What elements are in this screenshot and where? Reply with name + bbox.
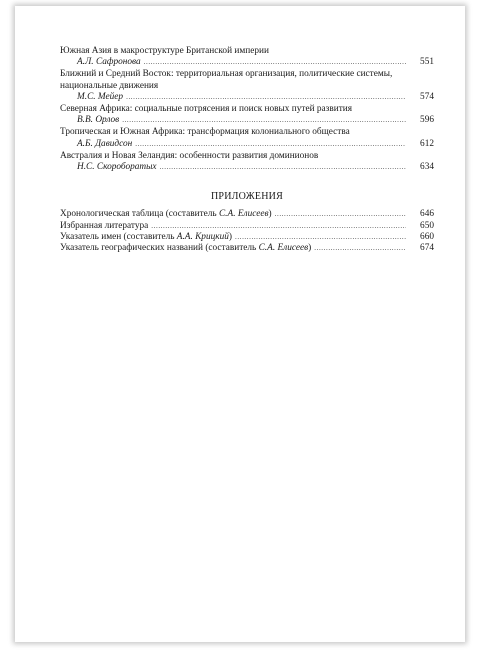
appendix-item-text: Указатель имен (составитель: [60, 231, 177, 242]
appendix-item-text: Хронологическая таблица (составитель: [60, 209, 219, 220]
appendix-item-editor: С.А. Елисеев: [258, 243, 309, 254]
toc-entry-page: 612: [420, 138, 434, 149]
dot-leader: [126, 92, 406, 103]
appendix-item-label: [60, 243, 311, 254]
toc-entry-title: Северная Африка: социальные потрясения и поиск новых путей развития: [60, 104, 353, 115]
dot-leader: [235, 232, 406, 243]
toc-entry-line: [60, 115, 434, 126]
appendix-item-page: 646: [420, 209, 434, 220]
toc-entry-author: В.В. Орлов: [77, 115, 120, 126]
toc-entry-title: Ближний и Средний Восток: территориальная организация, политические системы, национальные движения: [60, 69, 393, 91]
appendix-item: [60, 232, 434, 243]
toc-entry-page: 574: [420, 91, 434, 102]
appendix-item-text: Избранная литература: [60, 220, 149, 231]
toc-entry: [60, 104, 434, 126]
toc-entry-author: М.С. Мейер: [77, 91, 124, 102]
toc-entry: [60, 46, 434, 68]
toc-entry: [60, 151, 434, 173]
toc-entry-author: А.Б. Давидсон: [77, 138, 133, 149]
toc-entry-title: Тропическая и Южная Африка: трансформация колониального общества: [60, 127, 350, 138]
appendix-heading: ПРИЛОЖЕНИЯ: [211, 191, 283, 203]
appendix-item-page: 674: [420, 243, 434, 254]
toc-entry-author: А.Л. Сафронова: [77, 57, 141, 68]
dot-leader: [160, 162, 406, 173]
toc-entry-line: [60, 162, 434, 173]
appendix-item-page: 650: [420, 220, 434, 231]
dot-leader: [314, 243, 406, 254]
appendix-item-label: [60, 209, 272, 220]
dot-leader: [275, 209, 406, 220]
toc-entry-line: [60, 92, 434, 103]
toc-entry-line: [60, 57, 434, 68]
dot-leader: [135, 139, 406, 150]
toc-entry-line: [60, 139, 434, 150]
dot-leader: [144, 57, 406, 68]
document-page: [15, 6, 465, 642]
toc-entry: [60, 127, 434, 149]
toc-entry-page: 596: [420, 115, 434, 126]
dot-leader: [122, 115, 406, 126]
toc-entry-author: Н.С. Скороборатых: [77, 162, 157, 173]
appendix-item: [60, 221, 434, 232]
appendix-item-suffix: ): [228, 231, 233, 242]
appendix-item-label: [60, 221, 148, 232]
table-of-contents: [60, 46, 434, 254]
appendix-item-text: Указатель географических названий (составитель: [60, 243, 259, 254]
appendix-item-label: [60, 232, 232, 243]
toc-entry-title: Южная Азия в макроструктуре Британской империи: [60, 46, 269, 56]
appendix-item: [60, 243, 434, 254]
toc-entry-page: 634: [420, 162, 434, 173]
toc-entry: [60, 69, 434, 103]
appendix-item: [60, 209, 434, 220]
toc-entry-page: 551: [420, 57, 434, 68]
dot-leader: [151, 221, 406, 232]
appendix-item-page: 660: [420, 231, 434, 242]
appendix-item-suffix: ): [268, 209, 272, 220]
appendix-item-editor: С.А. Елисеев: [218, 209, 269, 220]
appendix-item-suffix: ): [308, 243, 312, 254]
appendix-item-editor: А.А. Крицкий: [176, 231, 229, 242]
toc-entry-title: Австралия и Новая Зеландия: особенности развития доминионов: [60, 150, 319, 161]
